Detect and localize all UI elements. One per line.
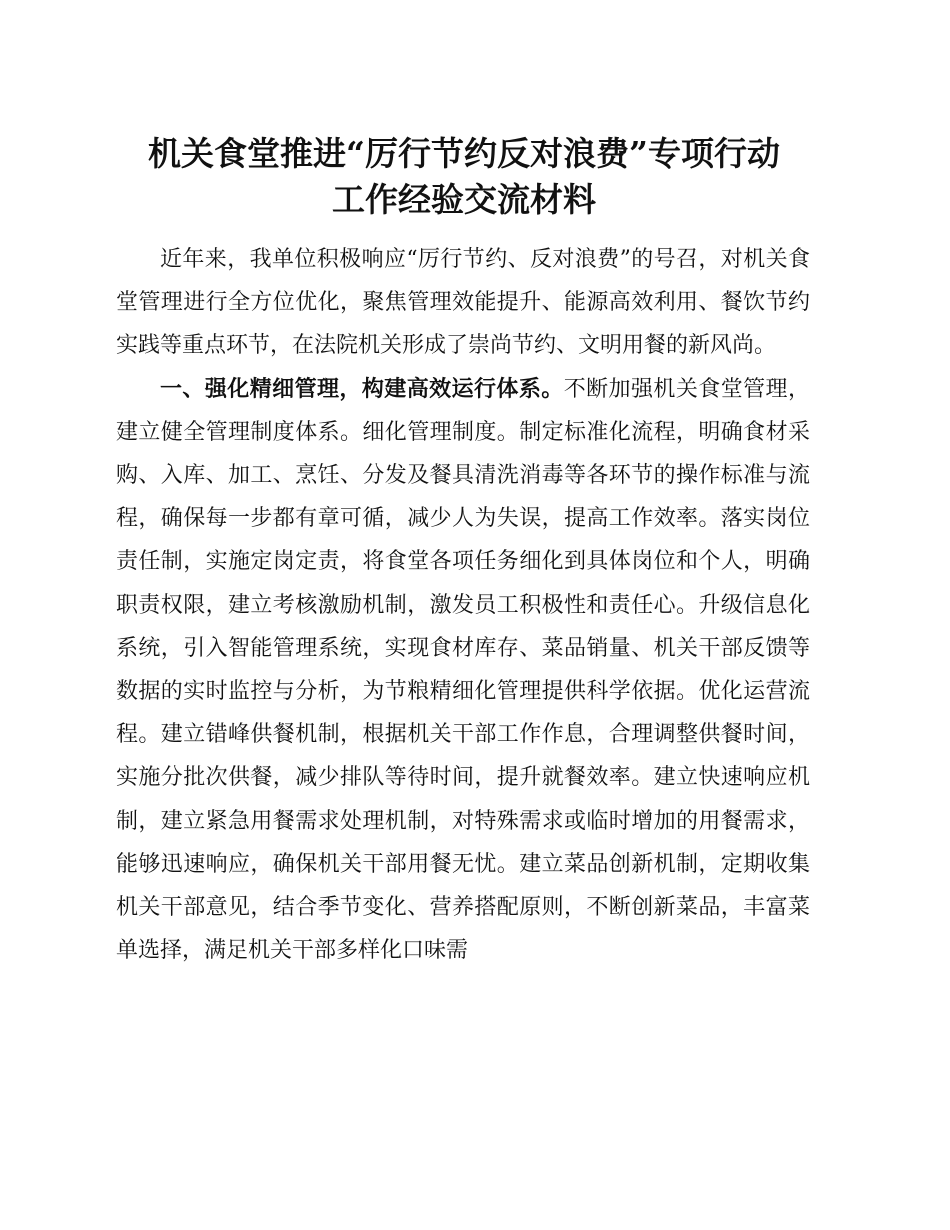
document-body <box>116 238 810 972</box>
paragraph-intro-text: 近年来，我单位积极响应“厉行节约、反对浪费”的号召，对机关食堂管理进行全方位优化，聚焦管理效能提升、能源高效利用、餐饮节约实践等重点环节，在法院机关形成了崇尚节约、文明用餐的新风尚。 <box>116 247 810 359</box>
title-line-2: 工作经验交流材料 <box>332 180 596 219</box>
paragraph-intro <box>116 238 810 368</box>
paragraph-section-one <box>116 368 810 973</box>
document-title <box>118 131 810 223</box>
section-one-heading: 一、强化精细管理，构建高效运行体系。 <box>160 376 564 402</box>
title-line-1: 机关食堂推进“厉行节约反对浪费”专项行动 <box>148 134 780 173</box>
section-one-text: 不断加强机关食堂管理，建立健全管理制度体系。细化管理制度。制定标准化流程，明确食材采购、入库、加工、烹饪、分发及餐具清洗消毒等各环节的操作标准与流程，确保每一步都有章可循，减少人为失误，提高工作效率。落实岗位责任制，实施定岗定责，将食堂各项任务细化到具体岗位和个人，明确职责权限，建立考核激励机制，激发员工积极性和责任心。升级信息化系统，引入智能管理系统，实现食材库存、菜品销量、机关干部反馈等数据的实时监控与分析，为节粮精细化管理提供科学依据。优化运营流程。建立错峰供餐机制，根据机关干部工作作息，合理调整供餐时间，实施分批次供餐，减少排队等待时间，提升就餐效率。建立快速响应机制，建立紧急用餐需求处理机制，对特殊需求或临时增加的用餐需求，能够迅速响应，确保机关干部用餐无忧。建立菜品创新机制，定期收集机关干部意见，结合季节变化、营养搭配原则，不断创新菜品，丰富菜单选择，满足机关干部多样化口味需 <box>116 376 810 964</box>
